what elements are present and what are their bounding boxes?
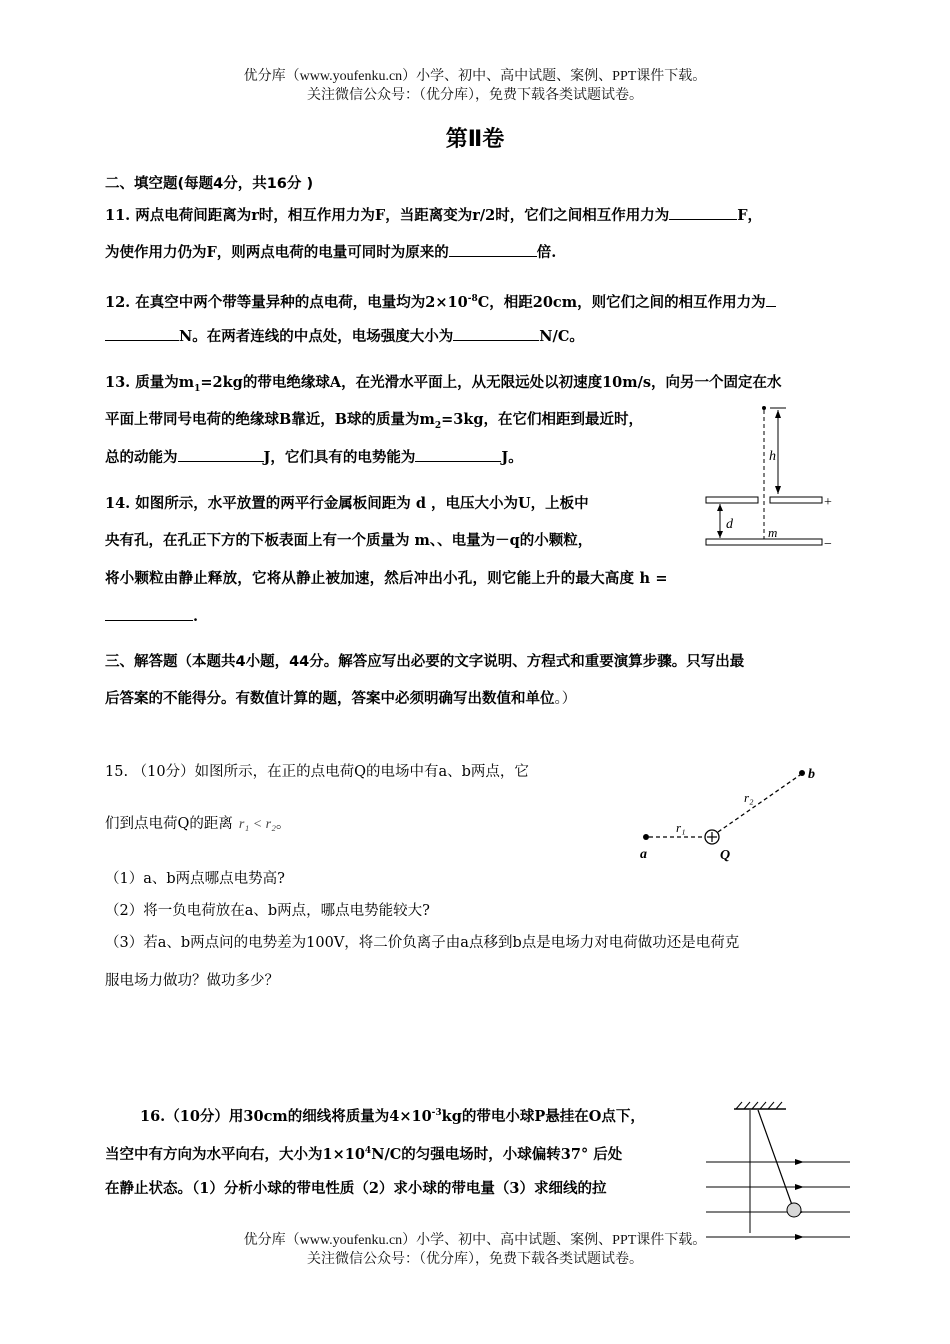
q15-sub-2: （2）将一负电荷放在a、b两点，哪点电势能较大? [105, 903, 430, 919]
label-d: d [726, 517, 733, 532]
label-a: a [640, 847, 647, 862]
q12-line-2: N。在两者连线的中点处，电场强度大小为 N/C。 [105, 326, 584, 347]
q11-blank-2 [449, 242, 537, 257]
d-arrow-down [717, 531, 723, 538]
q12-blank-1b [105, 326, 179, 341]
label-h: h [769, 449, 776, 464]
r1-less-than-r2: r₁ < r₂ [238, 817, 276, 832]
minus-sign: − [824, 537, 832, 552]
d-arrow-up [717, 504, 723, 511]
q13-blank-2 [415, 447, 501, 462]
point-a [643, 834, 649, 840]
q14-line-4: . [105, 606, 198, 627]
q13-line-3: 总的动能为 J，它们具有的电势能为 J。 [105, 449, 523, 466]
upper-plate-left [706, 497, 758, 503]
q13-blank-1 [178, 447, 264, 462]
field-lines [706, 1162, 850, 1237]
section-3-line-2: 后答案的不能得分。有数值计算的题，答案中必须明确写出数值和单位。） [105, 691, 577, 707]
q11-line-1: 11. 两点电荷间距离为r时，相互作用力为F，当距离变为r/2时，它们之间相互作用力为 F， [105, 207, 763, 224]
q12-blank-1a [766, 292, 776, 307]
q11-line-2: 为使作用力仍为F，则两点电荷的电量可同时为原来的 倍. [105, 244, 557, 261]
q15-sub-1: （1）a、b两点哪点电势高? [105, 871, 285, 887]
h-arrow-down [775, 486, 781, 494]
ceiling-hatch [736, 1102, 782, 1109]
q14-line-2: 央有孔，在孔正下方的下板表面上有一个质量为 m、、电量为－q的小颗粒， [105, 532, 593, 549]
top-point [762, 406, 766, 410]
footer-line-2: 关注微信公众号：（优分库），免费下载各类试题试卷。 [307, 1252, 643, 1267]
section-2-heading: 二、填空题(每题4分，共16分 ) [105, 176, 314, 192]
field-arrows [795, 1159, 804, 1240]
q12-blank-2 [453, 326, 539, 341]
page-title: 第Ⅱ卷 [445, 127, 505, 152]
plus-sign: + [824, 495, 832, 510]
footer-line-1: 优分库（www.youfenku.cn）小学、初中、高中试题、案例、PPT课件下载。 [243, 1233, 707, 1248]
q15-sub-3: （3）若a、b两点问的电势差为100V，将二价负离子由a点移到b点是电场力对电荷做功还是电荷克 [105, 935, 740, 951]
q15-line-2: 们到点电荷Q的距离 r₁ < r₂。 [105, 816, 291, 832]
q16-line-1: 16.（10分）用30cm的细线将质量为$4\times 10^{-3}kg$的带电小球P悬挂在O点下， [140, 1107, 645, 1125]
label-r2: r₂ [744, 790, 754, 805]
header-line-1: 优分库（www.youfenku.cn）小学、初中、高中试题、案例、PPT课件下载。 [243, 69, 707, 84]
r2-dashed-line [718, 775, 800, 832]
section-3-line-1: 三、解答题（本题共4小题，44分。解答应写出必要的文字说明、方程式和重要演算步骤。只写出最 [105, 654, 745, 670]
pendulum-field-figure [700, 1093, 860, 1253]
point-charge-figure [630, 760, 830, 870]
parallel-plates-figure [700, 400, 840, 555]
h-arrow-up [775, 410, 781, 418]
q16-line-3: 在静止状态。（1）分析小球的带电性质（2）求小球的带电量（3）求细线的拉 [105, 1180, 607, 1197]
point-b [799, 770, 805, 776]
q13-line-1: 13. 质量为$m_1=2kg$的带电绝缘球A，在光滑水平面上，从无限远处以初速度10m/s，向另一个固定在水 [105, 374, 782, 394]
thread [758, 1110, 792, 1205]
header-line-2: 关注微信公众号：（优分库），免费下载各类试题试卷。 [307, 88, 643, 103]
lower-plate [706, 539, 822, 545]
q12-line-1: 12. 在真空中两个带等量异种的点电荷，电量均为$2\times 10^{-8}C$，相距20cm，则它们之间的相互作用力为 [105, 289, 776, 313]
q14-line-3: 将小颗粒由静止释放，它将从静止被加速，然后冲出小孔，则它能上升的最大高度 h = [105, 570, 668, 587]
upper-plate-right [770, 497, 822, 503]
q11-blank-1 [669, 205, 737, 220]
ball-P-icon [787, 1203, 801, 1217]
q15-sub-4: 服电场力做功？做功多少？ [105, 973, 279, 989]
q16-line-2: 当空中有方向为水平向右，大小为$1\times 10^4N/C$的匀强电场时，小球偏转37° 后处 [105, 1145, 623, 1163]
q15-line-1: 15. （10分）如图所示，在正的点电荷Q的电场中有a、b两点，它 [105, 764, 529, 780]
q13-line-2: 平面上带同号电荷的绝缘球B靠近，B球的质量为$m_2=3kg$，在它们相距到最近时， [105, 411, 644, 431]
label-r1: r₁ [676, 820, 686, 835]
q14-line-1: 14. 如图所示，水平放置的两平行金属板间距为 d ，电压大小为U，上板中 [105, 495, 589, 512]
q14-blank [105, 606, 193, 621]
label-m: m [768, 525, 778, 540]
label-b: b [808, 767, 815, 782]
label-Q: Q [720, 848, 731, 863]
